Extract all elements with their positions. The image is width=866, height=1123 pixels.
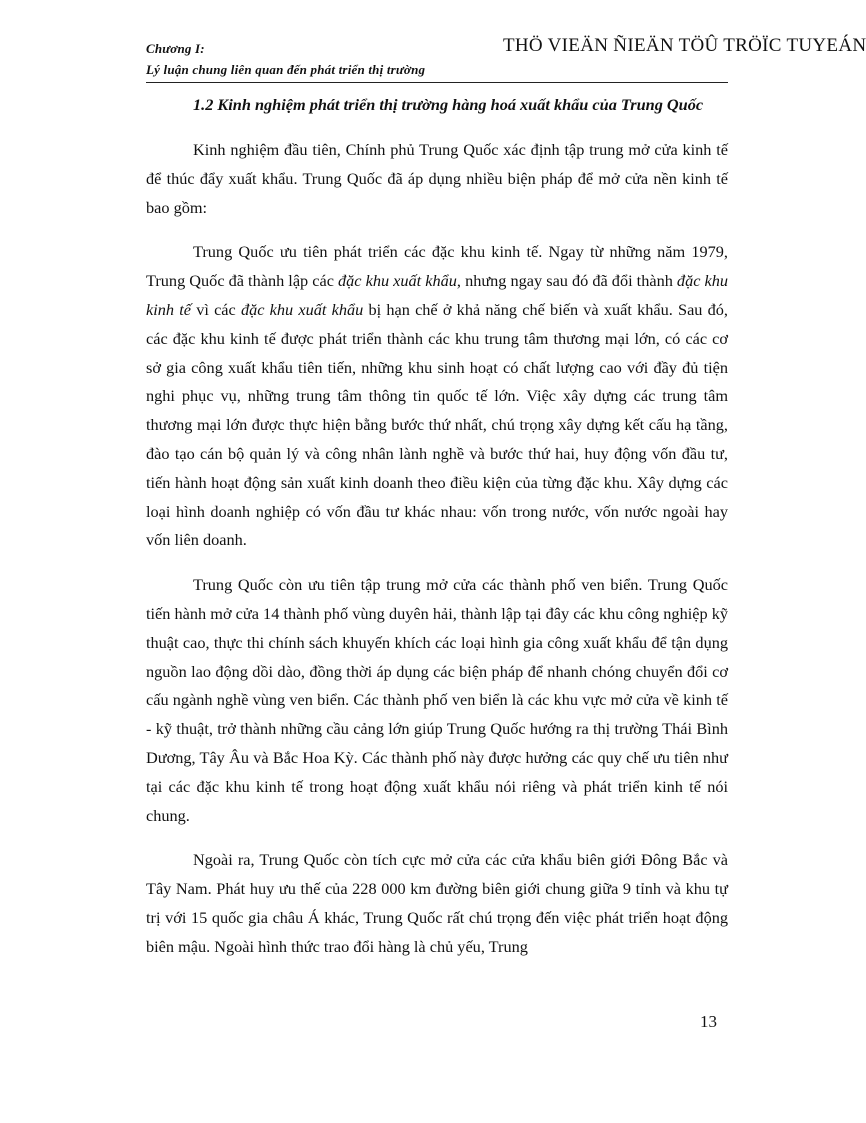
library-watermark-text: THÖ VIEÄN ÑIEÄN TÖÛ TRÖÏC TUYEÁN <box>503 35 866 56</box>
chapter-label: Chương I: <box>146 41 205 56</box>
page-body <box>146 90 728 978</box>
section-heading: 1.2 Kinh nghiệm phát triển thị trường hàng hoá xuất khẩu của Trung Quốc <box>193 95 704 114</box>
paragraph-2-text: vì các <box>191 299 241 319</box>
chapter-subtitle: Lý luận chung liên quan đến phát triển thị trường <box>146 62 426 77</box>
paragraph-3: Trung Quốc còn ưu tiên tập trung mở cửa các thành phố ven biển. Trung Quốc tiến hành mở cửa 14 thành phố vùng duyên hải, thành lập tại đây các khu công nghiệp kỹ thuật cao, thực thi chính sách khuyến khích các loại hình gia công xuất khẩu để tận dụng nguồn lao động dồi dào, đồng thời áp dụng các biện pháp để nhanh chóng chuyển đổi cơ cấu ngành nghề vùng ven biển. Các thành phố ven biển là các khu vực mở cửa về kinh tế - kỹ thuật, trở thành những cầu cảng lớn giúp Trung Quốc hướng ra thị trường Thái Bình Dương, Tây Âu và Bắc Hoa Kỳ. Các thành phố này được hưởng các quy chế ưu tiên như tại các đặc khu kinh tế trong hoạt động xuất khẩu nói riêng và phát triển kinh tế nói chung. <box>146 575 728 825</box>
paragraph-1: Kinh nghiệm đầu tiên, Chính phủ Trung Quốc xác định tập trung mở cửa kinh tế để thúc đẩy xuất khẩu. Trung Quốc đã áp dụng nhiều biện pháp để mở cửa nền kinh tế bao gồm: <box>146 140 728 217</box>
paragraph-2-italic-term: đặc khu xuất khẩu <box>338 271 457 291</box>
paragraph-2 <box>146 238 728 555</box>
paragraph-2-text: bị hạn chế ở khả năng chế biến và xuất khẩu. Sau đó, các đặc khu kinh tế được phát triển thành các khu trung tâm thương mại lớn, có các cơ sở gia công xuất khẩu tiên tiến, những khu sinh hoạt có chất lượng cao với đầy đủ tiện nghi phục vụ, những trung tâm thông tin quốc tế lớn. Việc xây dựng các trung tâm thương mại lớn được thực hiện bằng bước thứ nhất, chú trọng xây dựng kết cấu hạ tầng, đào tạo cán bộ quản lý và công nhân lành nghề và bước thứ hai, huy động vốn đầu tư, tiến hành hoạt động sản xuất kinh doanh theo điều kiện của từng đặc khu. Xây dựng các loại hình doanh nghiệp có vốn đầu tư khác nhau: vốn trong nước, vốn nước ngoài hay vốn liên doanh. <box>146 299 728 550</box>
paragraph-2-italic-term: đặc khu kinh tế <box>146 271 729 319</box>
paragraph-2-italic-term: đặc khu xuất khẩu <box>240 299 364 319</box>
page-number: 13 <box>700 1012 717 1031</box>
paragraph-2-text: , nhưng ngay sau đó đã đổi thành <box>456 271 677 291</box>
paragraph-4: Ngoài ra, Trung Quốc còn tích cực mở cửa các cửa khẩu biên giới Đông Bắc và Tây Nam. Phát huy ưu thế của 228 000 km đường biên giới chung giữa 9 tỉnh và khu tự trị với 15 quốc gia châu Á khác, Trung Quốc rất chú trọng đến việc phát triển hoạt động biên mậu. Ngoài hình thức trao đổi hàng là chủ yếu, Trung <box>146 850 728 956</box>
running-header <box>146 38 425 80</box>
header-divider <box>146 82 728 83</box>
paragraph-2-text: Trung Quốc ưu tiên phát triển các đặc khu kinh tế. Ngay từ những năm 1979, Trung Quốc đã thành lập các <box>146 242 728 291</box>
